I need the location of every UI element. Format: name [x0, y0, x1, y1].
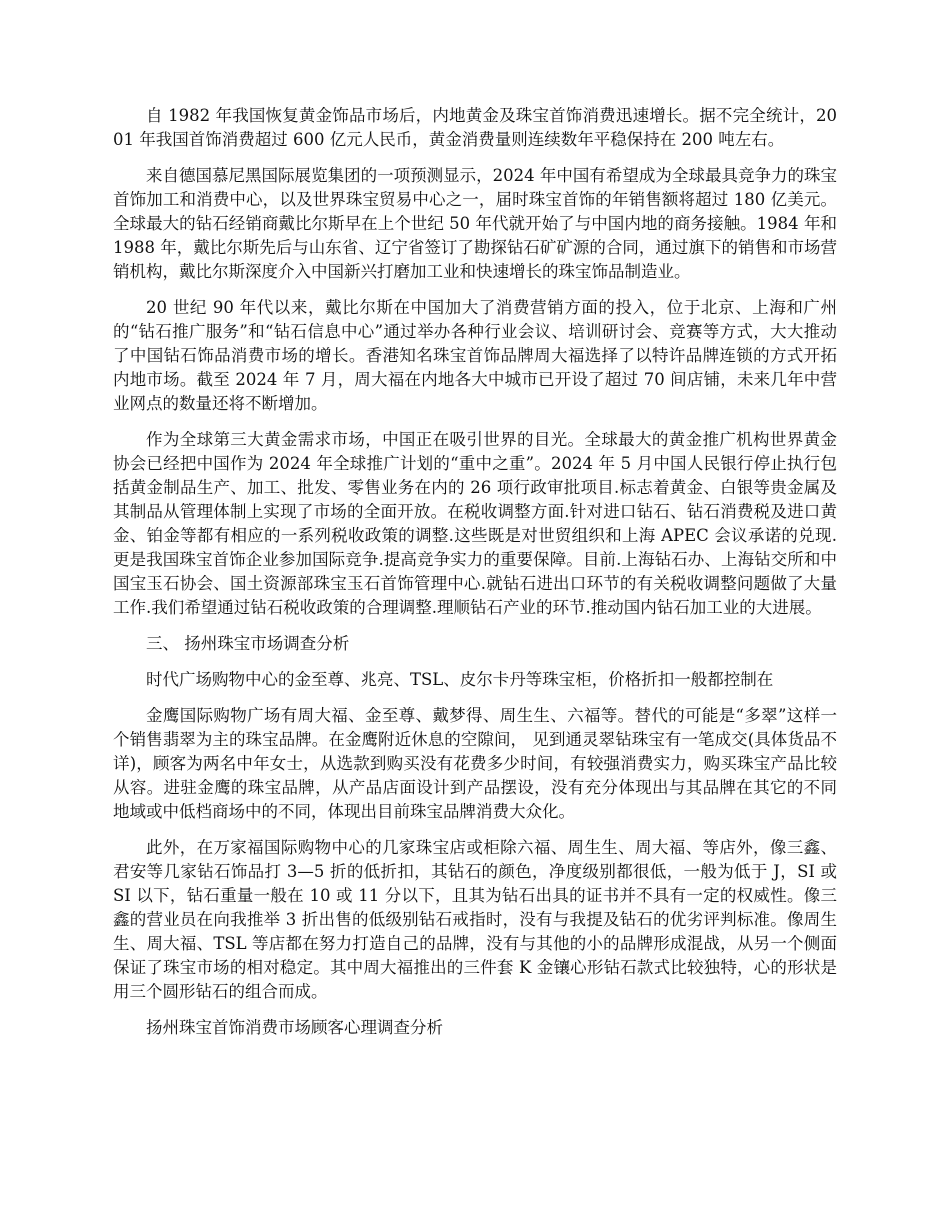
paragraph-golden-eagle: 金鹰国际购物广场有周大福、金至尊、戴梦得、周生生、六福等。替代的可能是“多翠”这样一个销售翡翠为主的珠宝品牌。在金鹰附近休息的空隙间， 见到通灵翠钻珠宝有一笔成交(具体货品不详)，顾客为两名中年女士，从选款到购买没有花费多少时间，有较强消费实力，购买珠宝产品比较从容。进驻金鹰的珠宝品牌，从产品店面设计到产品摆设，没有充分体现出与其品牌在其它的不同地域或中低档商场中的不同，体现出目前珠宝品牌消费大众化。 — [113, 706, 837, 821]
section-heading-yangzhou-survey: 三、 扬州珠宝市场调查分析 — [146, 634, 350, 653]
paragraph-gold-market-history: 自 1982 年我国恢复黄金饰品市场后，内地黄金及珠宝首饰消费迅速增长。据不完全统计，2001 年我国首饰消费超过 600 亿元人民币，黄金消费量则连续数年平稳保持在 200 吨左右。 — [113, 106, 837, 149]
paragraph-gold-demand-policy: 作为全球第三大黄金需求市场，中国正在吸引世界的目光。全球最大的黄金推广机构世界黄金协会已经把中国作为 2024 年全球推广计划的“重中之重”。2024 年 5 月中国人民银行停止执行包括黄金制品生产、加工、批发、零售业务在内的 26 项行政审批项目.标志着黄金、白银等贵金属及其制品从管理体制上实现了市场的全面开放。在税收调整方面.针对进口钻石、钻石消费税及进口黄金、铂金等都有相应的一系列税收政策的调整.这些既是对世贸组织和上海 APEC 会议承诺的兑现.更是我国珠宝首饰企业参加国际竞争.提高竞争实力的重要保障。目前.上海钻石办、上海钻交所和中国宝玉石协会、国土资源部珠宝玉石首饰管理中心.就钻石进出口环节的有关税收调整问题做了大量工作.我们希望通过钻石税收政策的合理调整.理顺钻石产业的环节.推动国内钻石加工业的大进展。 — [113, 430, 837, 617]
closing-heading-customer-psychology: 扬州珠宝首饰消费市场顾客心理调查分析 — [146, 1018, 443, 1037]
document-page — [113, 104, 837, 1052]
paragraph-times-square: 时代广场购物中心的金至尊、兆亮、TSL、皮尔卡丹等珠宝柜，价格折扣一般都控制在 — [146, 670, 774, 689]
paragraph-wanjiafu: 此外，在万家福国际购物中心的几家珠宝店或柜除六福、周生生、周大福、等店外，像三鑫、君安等几家钻石饰品打 3—5 折的低折扣，其钻石的颜色，净度级别都很低，一般为低于 J，SI 或 SI 以下，钻石重量一般在 10 或 11 分以下，且其为钻石出具的证书并不具有一定的权威性。像三鑫的营业员在向我推举 3 折出售的低级别钻石戒指时，没有与我提及钻石的优劣评判标准。像周生生、周大福、TSL 等店都在努力打造自己的品牌，没有与其他的小的品牌形成混战，从另一个侧面保证了珠宝市场的相对稳定。其中周大福推出的三件套 K 金镶心形钻石款式比较独特，心的形状是用三个圆形钻石的组合而成。 — [113, 838, 837, 1001]
paragraph-debeers-forecast: 来自德国慕尼黑国际展览集团的一项预测显示，2024 年中国有希望成为全球最具竞争力的珠宝首饰加工和消费中心，以及世界珠宝贸易中心之一，届时珠宝首饰的年销售额将超过 180 亿美元。全球最大的钻石经销商戴比尔斯早在上个世纪 50 年代就开始了与中国内地的商务接触。1984 年和 1988 年，戴比尔斯先后与山东省、辽宁省签订了勘探钻石矿矿源的合同，通过旗下的销售和市场营销机构，戴比尔斯深度介入中国新兴打磨加工业和快速增长的珠宝饰品制造业。 — [113, 166, 837, 281]
paragraph-debeers-marketing: 20 世纪 90 年代以来，戴比尔斯在中国加大了消费营销方面的投入，位于北京、上海和广州的“钻石推广服务”和“钻石信息中心”通过举办各种行业会议、培训研讨会、竞赛等方式，大大推动了中国钻石饰品消费市场的增长。香港知名珠宝首饰品牌周大福选择了以特许品牌连锁的方式开拓内地市场。截至 2024 年 7 月，周大福在内地各大中城市已开设了超过 70 间店铺，未来几年中营业网点的数量还将不断增加。 — [113, 298, 837, 413]
